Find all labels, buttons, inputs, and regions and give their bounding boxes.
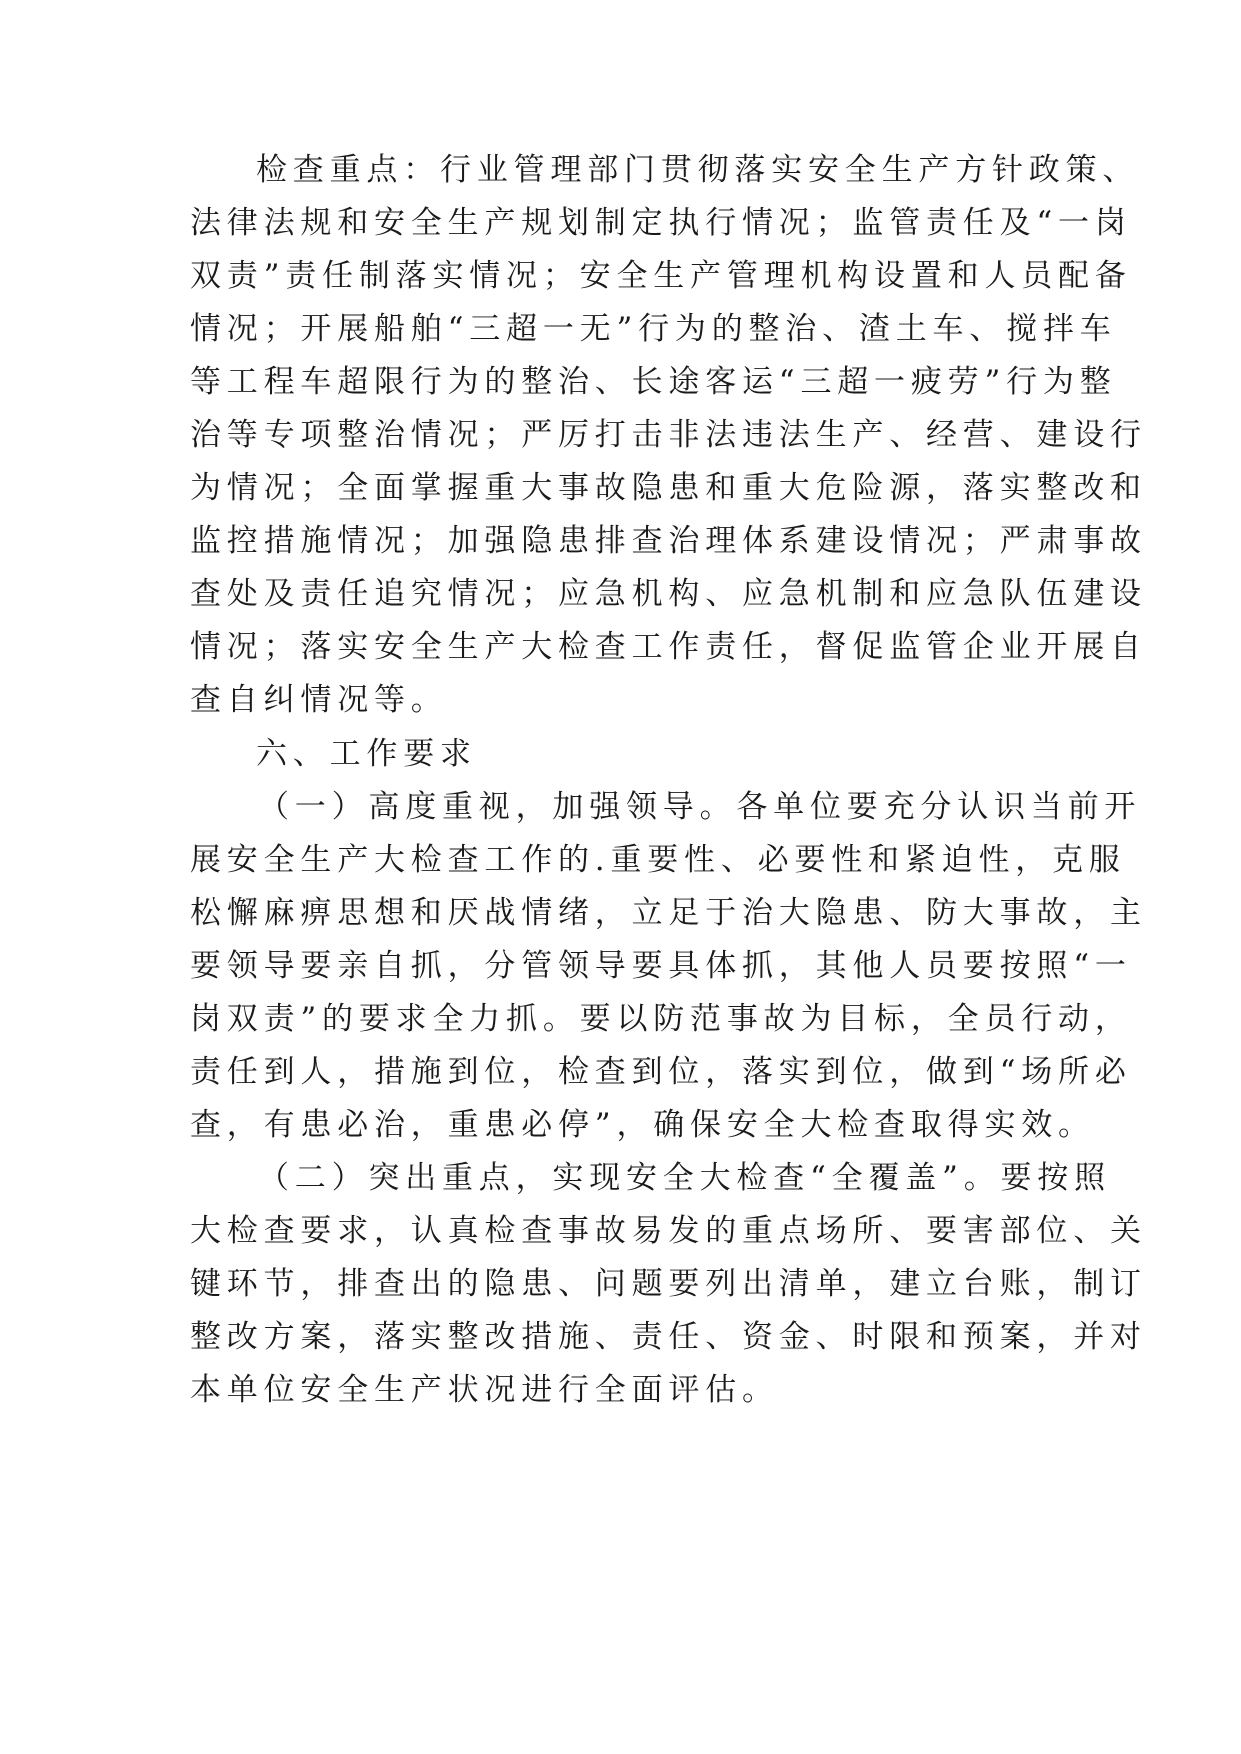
paragraph-line: 查处及责任追究情况；应急机构、应急机制和应急队伍建设 bbox=[190, 576, 1147, 612]
section-heading: 六、工作要求 bbox=[256, 736, 477, 772]
paragraph-line: （一）高度重视，加强领导。各单位要充分认识当前开 bbox=[258, 789, 1142, 825]
paragraph-line: 为情况；全面掌握重大事故隐患和重大危险源，落实整改和 bbox=[190, 470, 1147, 506]
paragraph-line: 责任到人，措施到位，检查到位，落实到位，做到“场所必 bbox=[190, 1054, 1132, 1090]
paragraph-line: 整改方案，落实整改措施、责任、资金、时限和预案，并对 bbox=[190, 1319, 1147, 1355]
paragraph-line: 双责”责任制落实情况；安全生产管理机构设置和人员配备 bbox=[190, 258, 1132, 294]
paragraph-line: 情况；落实安全生产大检查工作责任，督促监管企业开展自 bbox=[190, 629, 1147, 665]
paragraph-line: 本单位安全生产状况进行全面评估。 bbox=[190, 1372, 779, 1408]
paragraph-line: 治等专项整治情况；严厉打击非法违法生产、经营、建设行 bbox=[190, 417, 1147, 453]
paragraph-line: 法律法规和安全生产规划制定执行情况；监管责任及“一岗 bbox=[190, 205, 1132, 241]
paragraph-line: 检查重点：行业管理部门贯彻落实安全生产方针政策、 bbox=[256, 152, 1140, 188]
paragraph-line: 大检查要求，认真检查事故易发的重点场所、要害部位、关 bbox=[190, 1213, 1147, 1249]
paragraph-line: 要领导要亲自抓，分管领导要具体抓，其他人员要按照“一 bbox=[190, 948, 1132, 984]
paragraph-line: （二）突出重点，实现安全大检查“全覆盖”。要按照 bbox=[258, 1160, 1111, 1196]
paragraph-line: 展安全生产大检查工作的.重要性、必要性和紧迫性，克服 bbox=[190, 842, 1126, 878]
paragraph-line: 监控措施情况；加强隐患排查治理体系建设情况；严肃事故 bbox=[190, 523, 1147, 559]
paragraph-line: 查，有患必治，重患必停”，确保安全大检查取得实效。 bbox=[190, 1107, 1095, 1143]
paragraph-line: 等工程车超限行为的整治、长途客运“三超一疲劳”行为整 bbox=[190, 364, 1117, 400]
paragraph-line: 查自纠情况等。 bbox=[190, 682, 448, 718]
paragraph-line: 岗双责”的要求全力抓。要以防范事故为目标，全员行动， bbox=[190, 1001, 1132, 1037]
paragraph-line: 情况；开展船舶“三超一无”行为的整治、渣土车、搅拌车 bbox=[190, 311, 1117, 347]
paragraph-line: 松懈麻痹思想和厌战情绪，立足于治大隐患、防大事故，主 bbox=[190, 895, 1147, 931]
paragraph-line: 键环节，排查出的隐患、问题要列出清单，建立台账，制订 bbox=[190, 1266, 1147, 1302]
